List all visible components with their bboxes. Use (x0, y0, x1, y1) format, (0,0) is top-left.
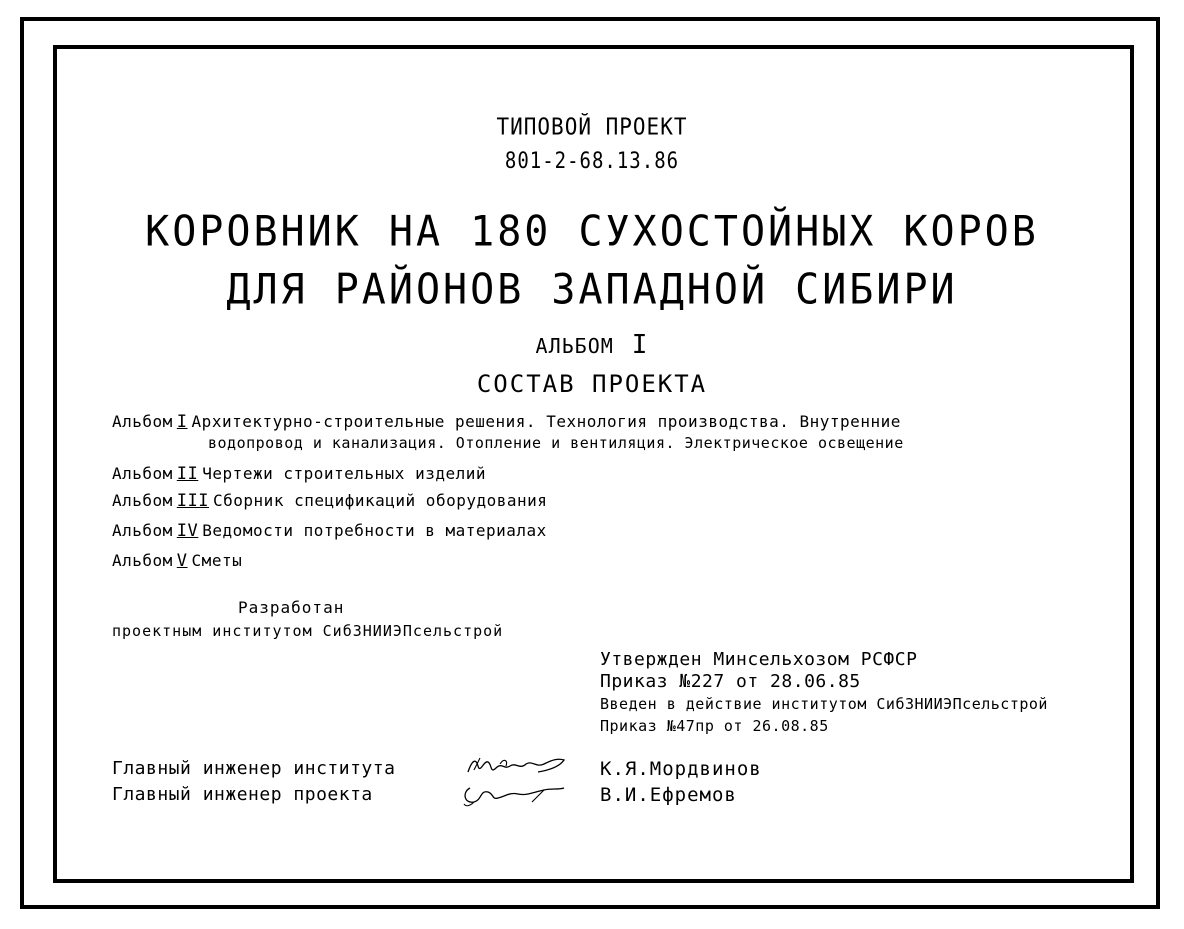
approval-line: Утвержден Минсельхозом РСФСР (600, 649, 918, 670)
album-item-continuation: водопровод и канализация. Отопление и вентиляция. Электрическое освещение (208, 434, 904, 452)
album-item-label: Альбом (112, 521, 173, 540)
album-item-text: Чертежи строительных изделий (202, 464, 486, 483)
developed-label: Разработан (238, 598, 345, 617)
album-item-label: Альбом (112, 464, 173, 483)
album-list-item (112, 493, 547, 510)
project-number: 801-2-68.13.86 (504, 148, 680, 174)
developer-institute: проектным институтом СибЗНИИЭПсельстрой (112, 622, 504, 640)
album-list-item (112, 553, 242, 570)
signatory-role: Главный инженер проекта (112, 784, 373, 805)
signatory-name: К.Я.Мордвинов (600, 758, 762, 780)
album-item-text: Сметы (191, 551, 243, 570)
album-item-number: I (176, 412, 188, 432)
album-item-text: Архитектурно-строительные решения. Технология производства. Внутренние (191, 412, 901, 431)
album-item-number: V (176, 551, 188, 571)
album-item-label: Альбом (112, 551, 173, 570)
title-line-2: ДЛЯ РАЙОНОВ ЗАПАДНОЙ СИБИРИ (226, 265, 958, 315)
album-item-number: IV (176, 521, 199, 541)
enactment-line: Введен в действие институтом СибЗНИИЭПсельстрой (600, 695, 1048, 713)
album-item-number: II (176, 464, 199, 484)
signatory-name: В.И.Ефремов (600, 784, 737, 806)
album-item-number: III (176, 491, 210, 511)
album-list-item (112, 414, 901, 431)
album-title (0, 332, 1184, 358)
album-item-text: Ведомости потребности в материалах (202, 521, 547, 540)
enactment-order: Приказ №47пр от 26.08.85 (600, 717, 829, 735)
album-item-label: Альбом (112, 412, 173, 431)
album-label: АЛЬБОМ (535, 334, 614, 358)
approval-order: Приказ №227 от 28.06.85 (600, 671, 861, 692)
album-list-item (112, 466, 486, 483)
album-number: I (631, 330, 649, 360)
album-item-text: Сборник спецификаций оборудования (213, 491, 548, 510)
title-line-1: КОРОВНИК НА 180 СУХОСТОЙНЫХ КОРОВ (145, 207, 1039, 257)
album-item-label: Альбом (112, 491, 173, 510)
project-type-label: ТИПОВОЙ ПРОЕКТ (496, 113, 688, 141)
handwritten-signature (440, 780, 580, 808)
signatory-role: Главный инженер института (112, 758, 396, 779)
handwritten-signature (440, 752, 580, 780)
album-list-item (112, 523, 547, 540)
composition-heading: СОСТАВ ПРОЕКТА (476, 370, 708, 398)
